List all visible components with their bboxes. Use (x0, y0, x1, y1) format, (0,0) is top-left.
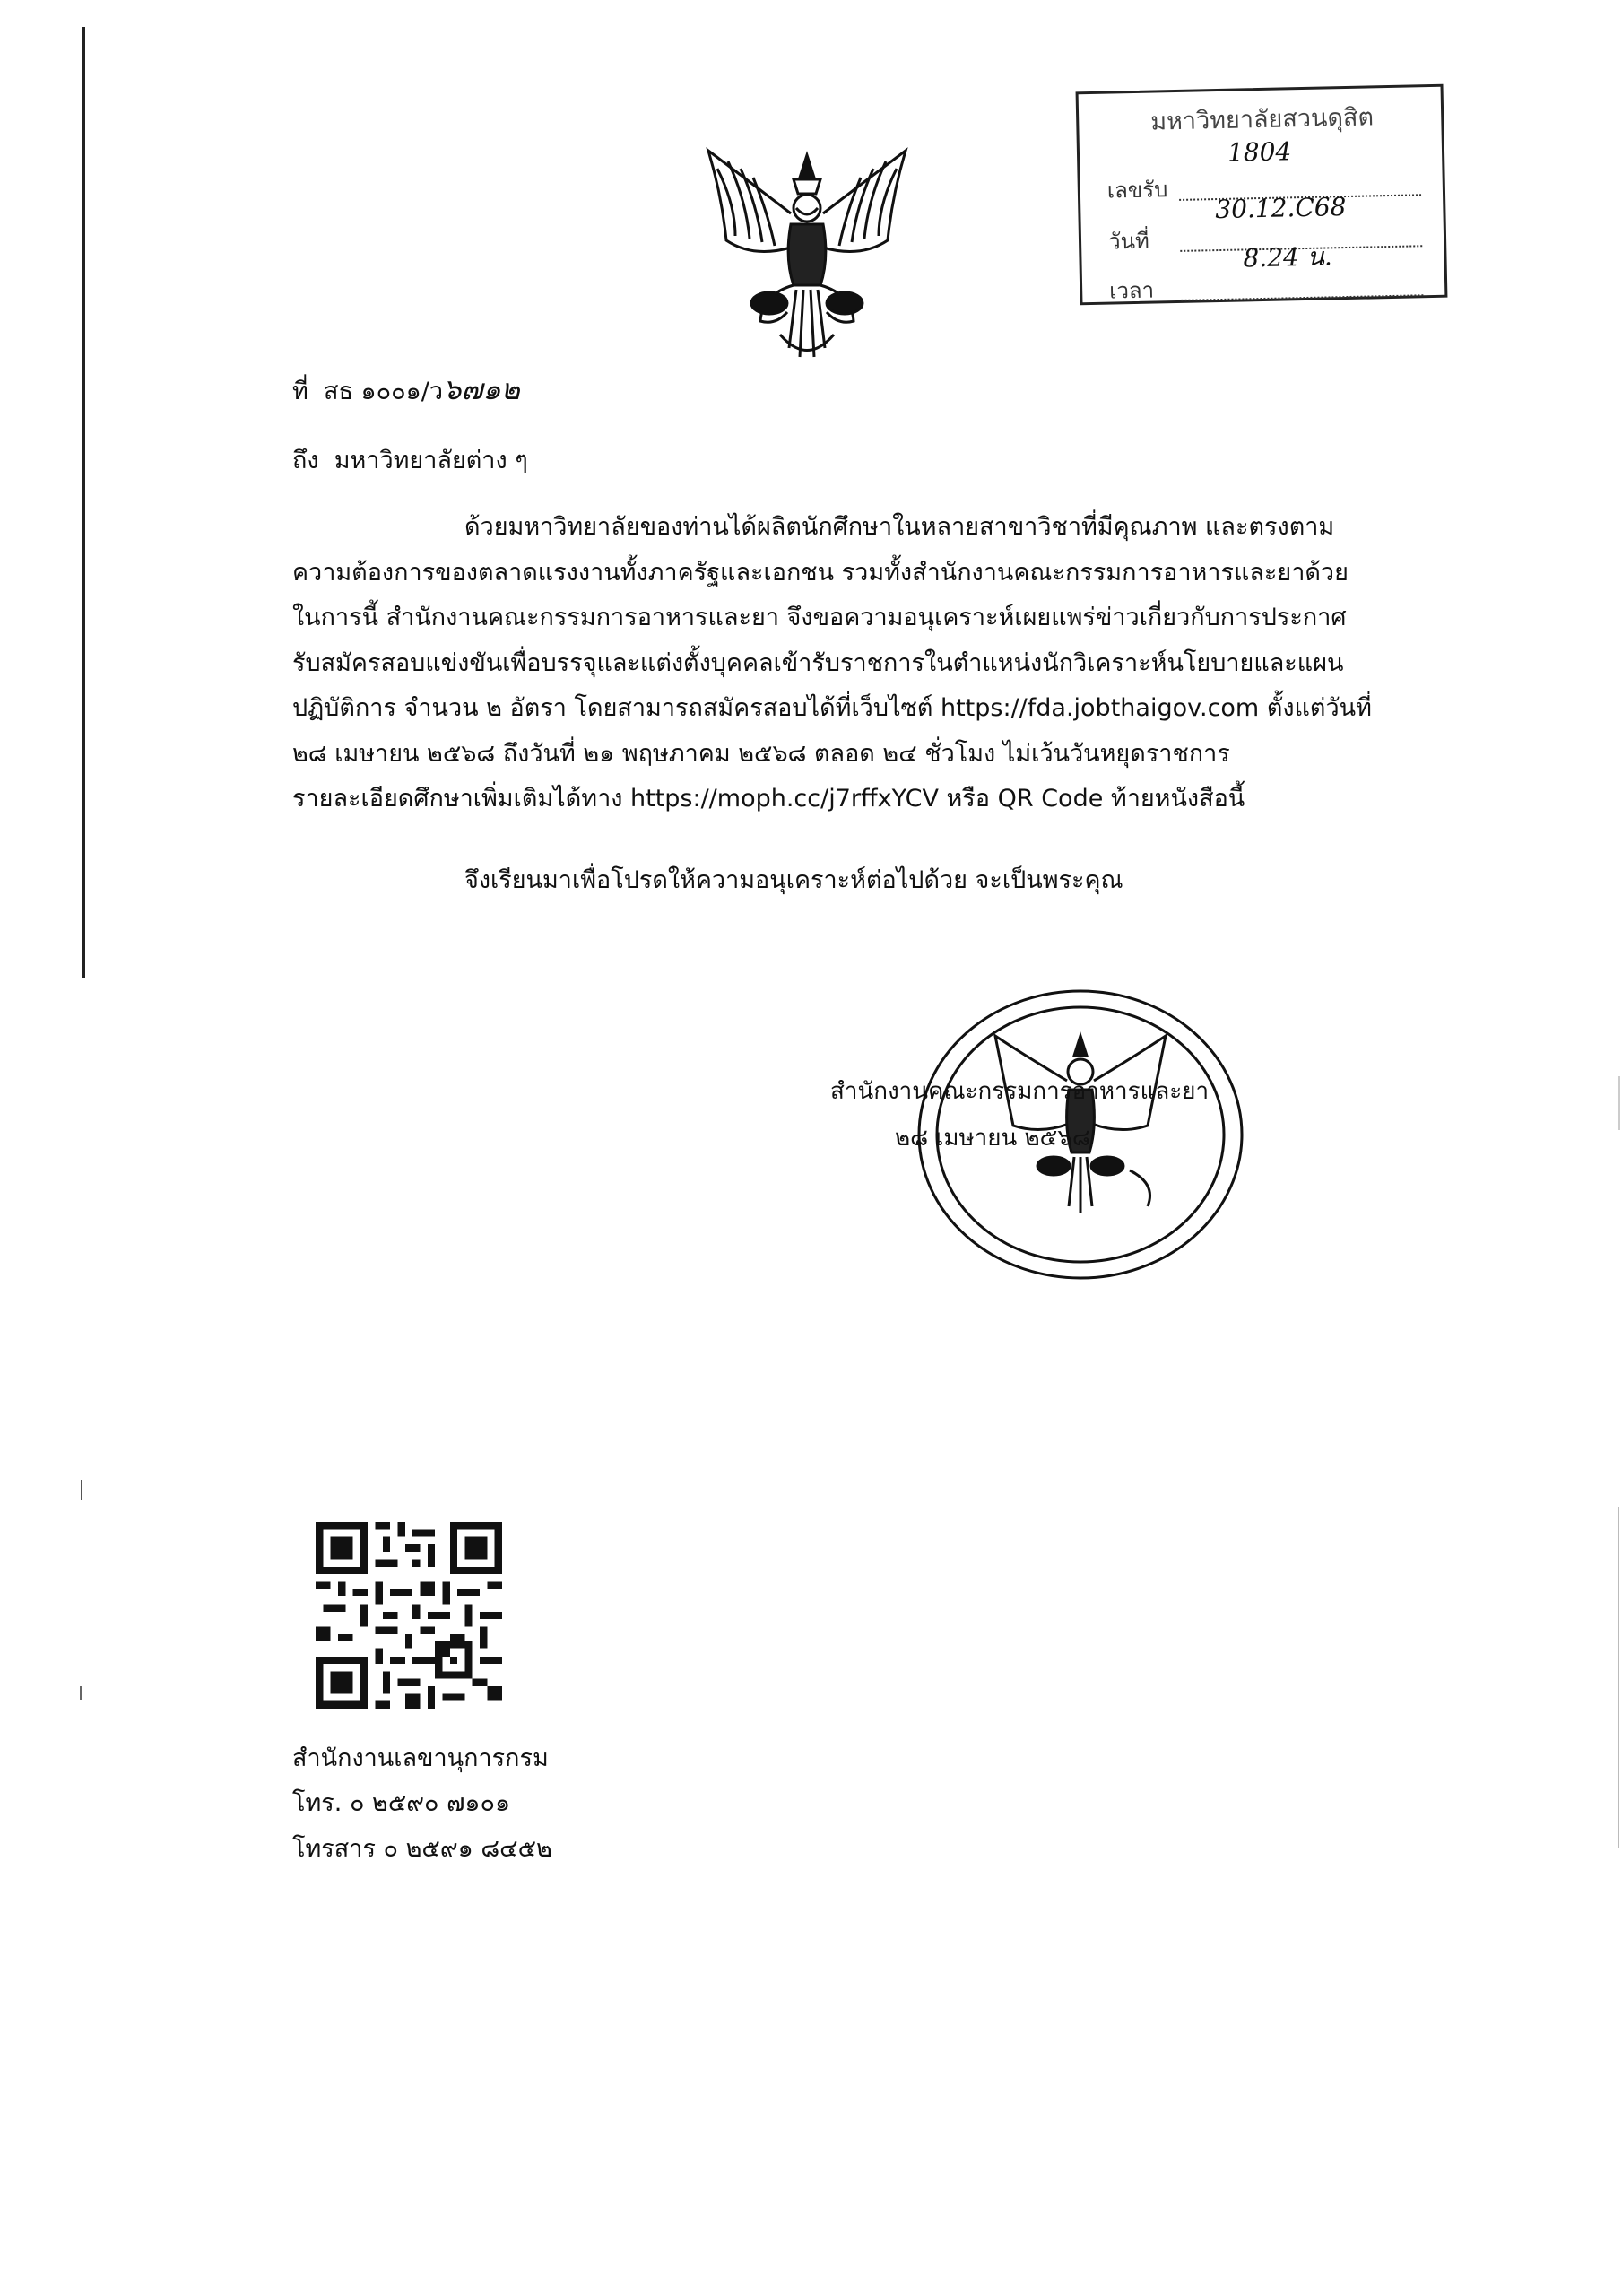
document-number-label: ที่ (292, 378, 308, 405)
receipt-date-value: 30.12.C68 (1214, 192, 1347, 225)
body-line: ปฏิบัติการ จำนวน ๒ อัตรา โดยสามารถสมัครสอบได้ที่เว็บไซต์ https://fda.jobthaigov.com ตั้งแต่วันที่ (292, 694, 1372, 722)
scan-edge-right (1618, 1076, 1620, 1130)
scan-mark (81, 1480, 82, 1500)
receipt-time-label: เวลา (1108, 277, 1155, 304)
body-line: ความต้องการของตลาดแรงงานทั้งภาครัฐและเอกชน รวมทั้งสำนักงานคณะกรรมการอาหารและยาด้วย (292, 558, 1349, 587)
receipt-date-label: วันที่ (1107, 228, 1150, 255)
signatory: สำนักงานคณะกรรมการอาหารและยา (830, 1078, 1210, 1105)
closing-text: จึงเรียนมาเพื่อโปรดให้ความอนุเคราะห์ต่อไปด้วย จะเป็นพระคุณ (464, 866, 1123, 894)
addressee-label: ถึง (292, 447, 319, 474)
receipt-institution: มหาวิทยาลัยสวนดุสิต (1149, 103, 1375, 136)
scan-mark (80, 1686, 82, 1700)
body-line: ด้วยมหาวิทยาลัยของท่านได้ผลิตนักศึกษาในหลายสาขาวิชาที่มีคุณภาพ และตรงตาม (464, 513, 1335, 541)
addressee-value: มหาวิทยาลัยต่าง ๆ (334, 447, 528, 474)
footer-fax: โทรสาร ๐ ๒๕๙๑ ๘๔๕๒ (292, 1835, 552, 1863)
scan-edge-right (1618, 1507, 1619, 1848)
signature-date: ๒๘ เมษายน ๒๕๖๘ (895, 1125, 1090, 1152)
body-line: รายละเอียดศึกษาเพิ่มเติมได้ทาง https://moph.cc/j7rffxYCV หรือ QR Code ท้ายหนังสือนี้ (292, 785, 1245, 813)
body-line: ๒๘ เมษายน ๒๕๖๘ ถึงวันที่ ๒๑ พฤษภาคม ๒๕๖๘ ตลอด ๒๔ ชั่วโมง ไม่เว้นวันหยุดราชการ (292, 739, 1230, 768)
document-number-prefix: สธ ๑๐๐๑/ว (323, 378, 444, 405)
scan-edge-line (82, 27, 85, 978)
receipt-time-value: 8.24 น. (1243, 241, 1333, 274)
garuda-emblem-icon (690, 142, 924, 366)
footer-phone: โทร. ๐ ๒๕๙๐ ๗๑๐๑ (292, 1789, 511, 1817)
body-line: ในการนี้ สำนักงานคณะกรรมการอาหารและยา จึงขอความอนุเคราะห์เผยแพร่ข่าวเกี่ยวกับการประกาศ (292, 604, 1347, 631)
document-number (292, 372, 520, 406)
receipt-number-label: เลขรับ (1106, 177, 1168, 204)
body-line: รับสมัครสอบแข่งขันเพื่อบรรจุและแต่งตั้งบุคคลเข้ารับราชการในตำแหน่งนักวิเคราะห์นโยบายและแผน (292, 648, 1344, 677)
addressee (292, 447, 528, 475)
receipt-stamp (1076, 84, 1448, 306)
qr-code-icon[interactable] (316, 1522, 502, 1709)
document-number-handwritten: ๖๗๑๒ (443, 372, 520, 406)
footer-department: สำนักงานเลขานุการกรม (292, 1744, 549, 1772)
receipt-number-value: 1804 (1227, 136, 1292, 168)
letter-body (292, 505, 1391, 822)
